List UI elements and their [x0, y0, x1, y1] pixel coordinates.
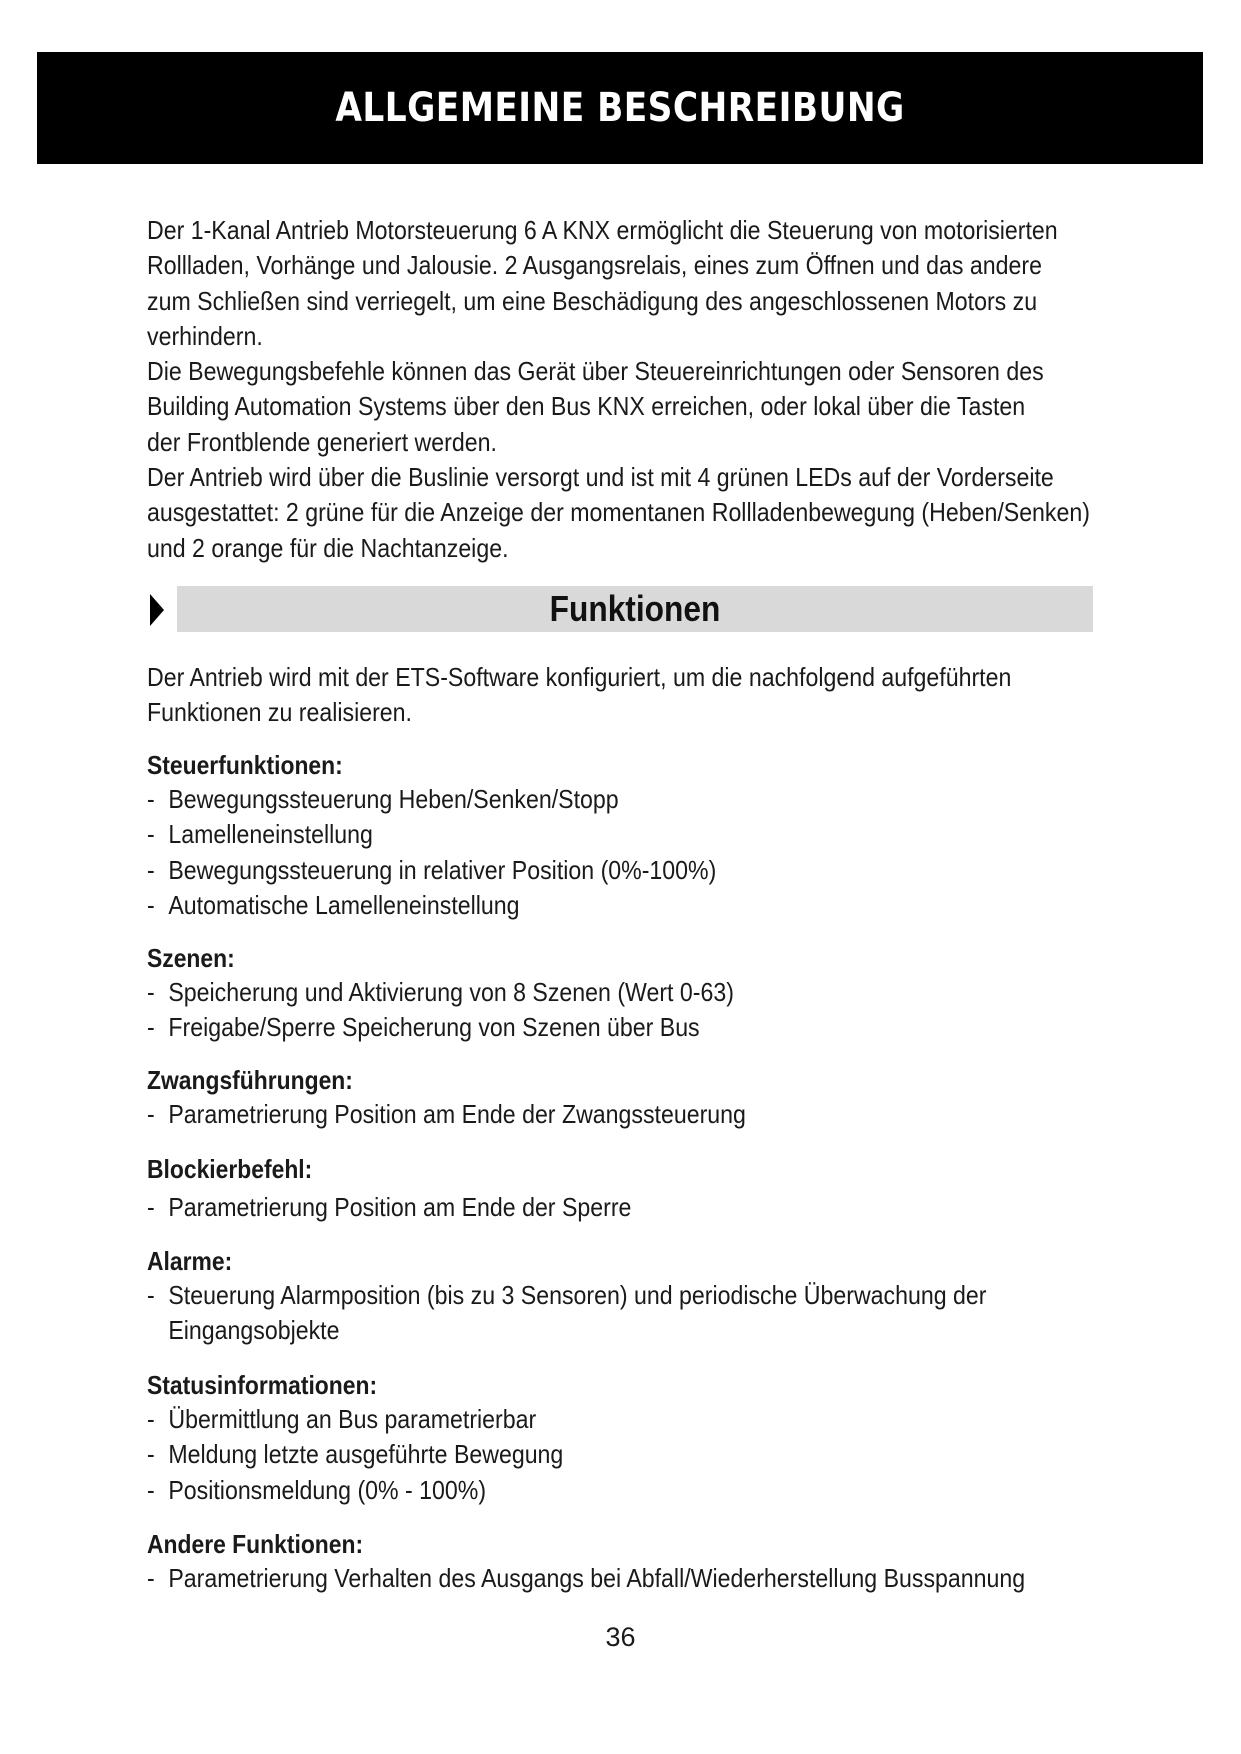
list-item: - Freigabe/Sperre Speicherung von Szenen über Bus [147, 1012, 700, 1043]
intro-line: Der Antrieb wird über die Buslinie versorgt und ist mit 4 grünen LEDs auf der Vorderseite [147, 462, 1054, 493]
group-andere-funktionen [147, 1527, 1134, 1596]
intro-line: verhindern. [147, 320, 263, 351]
list-item: - Parametrierung Position am Ende der Sperre [147, 1192, 632, 1222]
group-title: Alarme: [147, 1246, 233, 1276]
section-heading [147, 586, 1093, 632]
group-title: Zwangsführungen: [147, 1065, 353, 1095]
group-szenen [147, 941, 806, 1046]
group-blockierbefehl [147, 1152, 691, 1225]
list-item-continuation: Eingangsobjekte [168, 1315, 340, 1346]
intro-line: und 2 orange für die Nachtanzeige. [147, 532, 509, 563]
intro-line: ausgestattet: 2 grüne für die Anzeige der momentanen Rollladenbewegung (Heben/Senken) [147, 497, 1090, 528]
list-item: - Lamelleneinstellung [147, 819, 373, 850]
list-item: - Übermittlung an Bus parametrierbar [147, 1404, 537, 1434]
arrow-right-icon [150, 594, 164, 626]
list-item: - Bewegungssteuerung in relativer Position (0%-100%) [147, 854, 717, 885]
intro-line: Building Automation Systems über den Bus KNX erreichen, oder lokal über die Tasten [147, 391, 1026, 422]
list-item: - Parametrierung Verhalten des Ausgangs bei Abfall/Wiederherstellung Busspannung [147, 1563, 1026, 1593]
list-item: - Meldung letzte ausgeführte Bewegung [147, 1439, 564, 1470]
page-number: 36 [605, 1622, 636, 1652]
group-title: Steuerfunktionen: [147, 750, 343, 780]
functions-intro-line: Der Antrieb wird mit der ETS-Software konfiguriert, um die nachfolgend aufgeführten [147, 662, 1012, 692]
functions-intro-line: Funktionen zu realisieren. [147, 697, 412, 727]
group-title: Blockierbefehl: [147, 1154, 313, 1184]
intro-paragraph [147, 213, 1147, 566]
page-title: ALLGEMEINE BESCHREIBUNG [335, 85, 905, 131]
intro-line: Die Bewegungsbefehle können das Gerät über Steuereinrichtungen oder Sensoren des [147, 356, 1044, 387]
group-title: Szenen: [147, 943, 235, 973]
list-item: - Bewegungssteuerung Heben/Senken/Stopp [147, 784, 619, 814]
intro-line: Der 1-Kanal Antrieb Motorsteuerung 6 A KNX ermöglicht die Steuerung von motorisierten [147, 215, 1058, 245]
functions-intro [147, 660, 1118, 730]
list-item: - Parametrierung Position am Ende der Zwangssteuerung [147, 1099, 746, 1129]
group-alarme [147, 1244, 1090, 1349]
list-item: - Speicherung und Aktivierung von 8 Szenen (Wert 0-63) [147, 977, 734, 1007]
section-bar [177, 586, 1093, 632]
group-zwangsfuehrungen [147, 1063, 820, 1132]
intro-line: Rollladen, Vorhänge und Jalousie. 2 Ausgangsrelais, eines zum Öffnen und das andere [147, 250, 1042, 281]
list-item: - Steuerung Alarmposition (bis zu 3 Sensoren) und periodische Überwachung der [147, 1280, 987, 1310]
group-title: Statusinformationen: [147, 1370, 378, 1400]
intro-line: zum Schließen sind verriegelt, um eine Beschädigung des angeschlossenen Motors zu [147, 285, 1038, 316]
section-title: Funktionen [549, 588, 721, 629]
list-item: - Automatische Lamelleneinstellung [147, 889, 520, 920]
group-steuerfunktionen [147, 748, 787, 923]
header-bar [37, 52, 1203, 164]
intro-line: der Frontblende generiert werden. [147, 426, 497, 457]
group-title: Andere Funktionen: [147, 1529, 364, 1559]
list-item: - Positionsmeldung (0% - 100%) [147, 1474, 487, 1505]
group-statusinformationen [147, 1368, 615, 1508]
